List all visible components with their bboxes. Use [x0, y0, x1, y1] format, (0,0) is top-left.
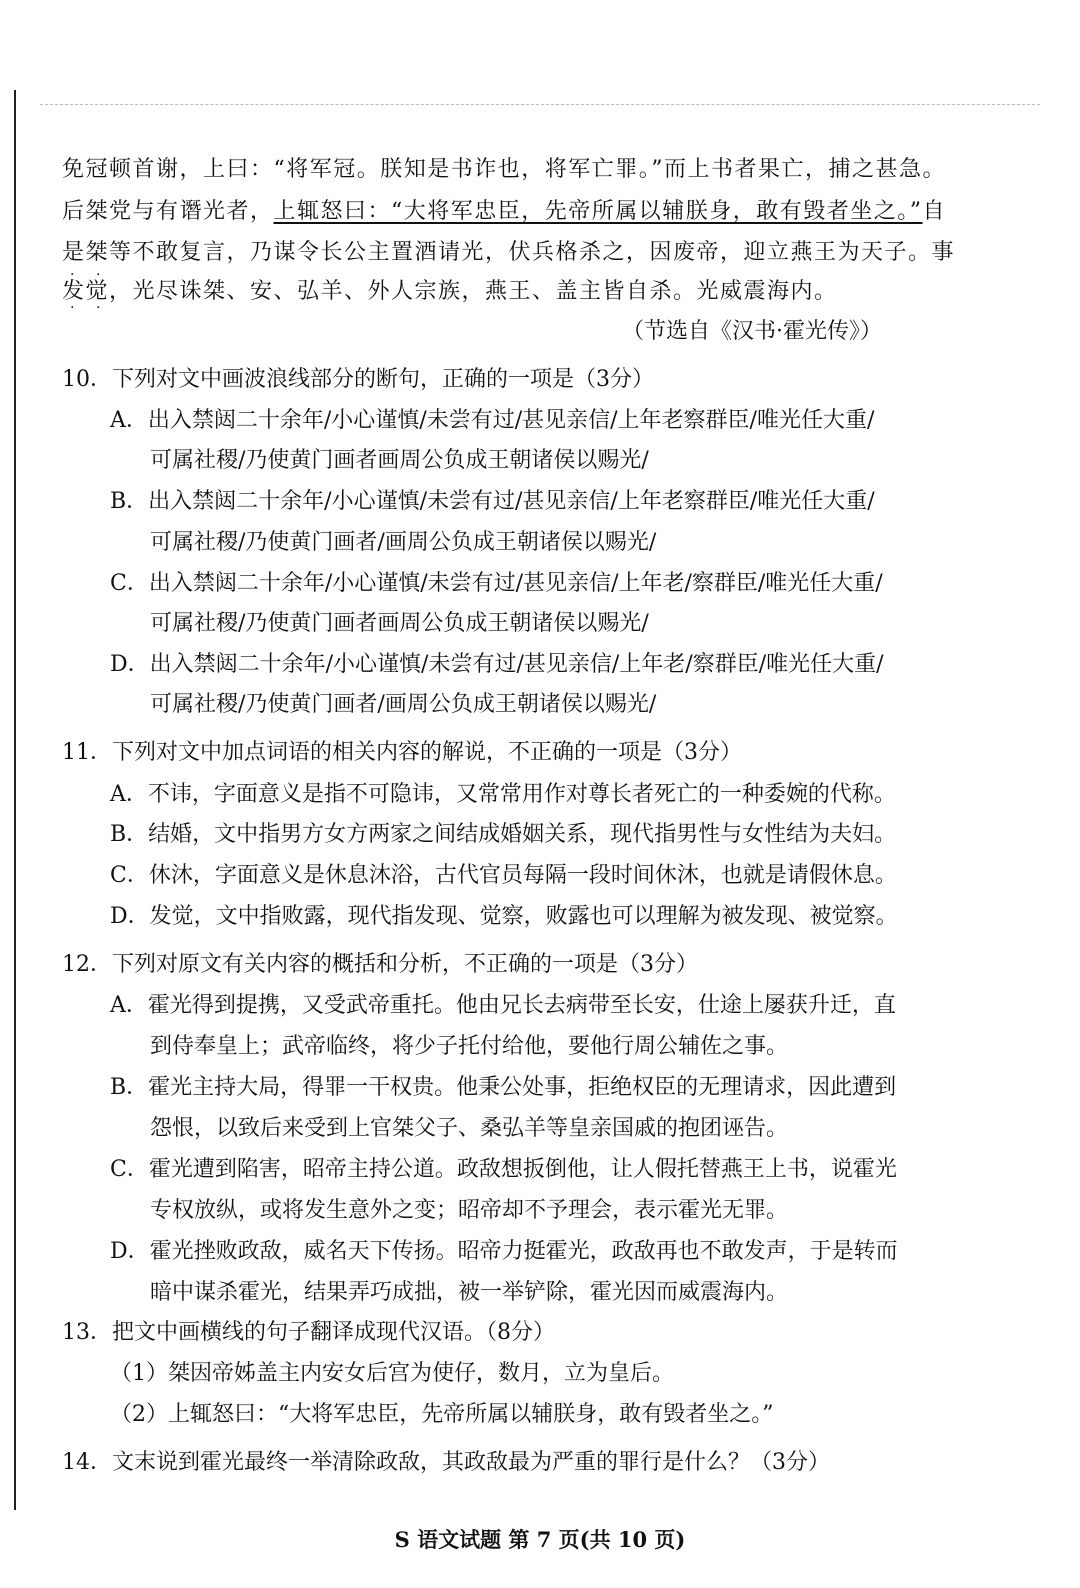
- question-11-stem: 11．下列对文中加点词语的相关内容的解说，不正确的一项是（3分）: [62, 740, 742, 765]
- question-12-stem: 12．下列对原文有关内容的概括和分析，不正确的一项是（3分）: [62, 952, 698, 977]
- question-11-option-d: D．发觉，文中指败露，现代指发现、觉察，败露也可以理解为被发现、被觉察。: [110, 904, 898, 929]
- page-footer: S 语文试题 第 7 页(共 10 页): [394, 1527, 686, 1552]
- question-12-option-a: A．霍光得到提携，又受武帝重托。他由兄长去病带至长安，仕途上屡获升迁，直: [110, 993, 896, 1018]
- emphasis-dot: ·: [96, 267, 101, 283]
- question-12-option-d: D．霍光挫败政敌，威名天下传扬。昭帝力挺霍光，政敌再也不敢发声，于是转而: [110, 1239, 898, 1264]
- question-13-sentence-1: （1）桀因帝姊盖主内安女后宫为使仔，数月，立为皇后。: [110, 1361, 674, 1386]
- emphasis-dot: ·: [70, 267, 75, 283]
- passage-line-2: [62, 197, 946, 227]
- question-12-option-a-cont: 到侍奉皇上；武帝临终，将少子托付给他，要他行周公辅佐之事。: [150, 1034, 789, 1059]
- question-12-option-c: C．霍光遭到陷害，昭帝主持公道。政敌想扳倒他，让人假托替燕王上书，说霍光: [110, 1157, 897, 1182]
- page-left-border: [14, 90, 16, 1510]
- question-10-option-a: A．出入禁闼二十余年/小心谨慎/未尝有过/甚见亲信/上年老察群臣/唯光任大重/: [110, 408, 875, 433]
- passage-source: （节选自《汉书·霍光传》）: [622, 319, 882, 344]
- passage-line-2-end: 自: [922, 199, 947, 224]
- question-12-option-b-cont: 怨恨，以致后来受到上官桀父子、桑弘羊等皇亲国戚的抱团诬告。: [150, 1116, 789, 1141]
- question-10-option-d: D．出入禁闼二十余年/小心谨慎/未尝有过/甚见亲信/上年老/察群臣/唯光任大重/: [110, 652, 884, 677]
- passage-line-4: 发觉，光尽诛桀、安、弘羊、外人宗族，燕王、盖主皆自杀。光威震海内。: [62, 279, 838, 304]
- passage-line-3: 是桀等不敢复言，乃谋令长公主置酒请光，伏兵格杀之，因废帝，迎立燕王为天子。事: [62, 240, 956, 265]
- question-12-option-d-cont: 暗中谋杀霍光，结果弄巧成拙，被一举铲除，霍光因而威震海内。: [150, 1280, 789, 1305]
- question-13-sentence-2: （2）上辄怒曰：“大将军忠臣，先帝所属以辅朕身，敢有毁者坐之。”: [110, 1402, 774, 1427]
- question-10-option-c: C．出入禁闼二十余年/小心谨慎/未尝有过/甚见亲信/上年老/察群臣/唯光任大重/: [110, 571, 883, 596]
- question-10-option-c-cont: 可属社稷/乃使黄门画者画周公负成王朝诸侯以赐光/: [150, 611, 649, 636]
- question-13-stem: 13．把文中画横线的句子翻译成现代汉语。（8分）: [62, 1320, 555, 1345]
- question-12-option-c-cont: 专权放纵，或将发生意外之变；昭帝却不予理会，表示霍光无罪。: [150, 1198, 789, 1223]
- page-top-divider: [40, 104, 1040, 105]
- question-10-option-d-cont: 可属社稷/乃使黄门画者/画周公负成王朝诸侯以赐光/: [150, 692, 657, 717]
- question-10-option-a-cont: 可属社稷/乃使黄门画者画周公负成王朝诸侯以赐光/: [150, 448, 649, 473]
- question-10-option-b-cont: 可属社稷/乃使黄门画者/画周公负成王朝诸侯以赐光/: [150, 530, 657, 555]
- question-14-stem: 14．文末说到霍光最终一举清除政敌，其政敌最为严重的罪行是什么？（3分）: [62, 1450, 830, 1475]
- passage-line-2-start: 后桀党与有谮光者，: [62, 199, 274, 224]
- emphasis-dot: ·: [70, 300, 75, 316]
- question-11-option-b: B．结婚，文中指男方女方两家之间结成婚姻关系，现代指男性与女性结为夫妇。: [110, 822, 897, 847]
- question-11-option-c: C．休沐，字面意义是休息沐浴，古代官员每隔一段时间休沐，也就是请假休息。: [110, 863, 897, 888]
- question-10-option-b: B．出入禁闼二十余年/小心谨慎/未尝有过/甚见亲信/上年老察群臣/唯光任大重/: [110, 489, 875, 514]
- emphasis-dot: ·: [96, 300, 101, 316]
- question-11-option-a: A．不讳，字面意义是指不可隐讳，又常常用作对尊长者死亡的一种委婉的代称。: [110, 782, 896, 807]
- question-10-stem: 10．下列对文中画波浪线部分的断句，正确的一项是（3分）: [62, 367, 654, 392]
- underlined-sentence: 上辄怒曰：“大将军忠臣，先帝所属以辅朕身，敢有毁者坐之。”: [273, 199, 923, 224]
- passage-line-1: 免冠顿首谢，上曰：“将军冠。朕知是书诈也，将军亡罪。”而上书者果亡，捕之甚急。: [62, 157, 946, 182]
- question-12-option-b: B．霍光主持大局，得罪一干权贵。他秉公处事，拒绝权臣的无理请求，因此遭到: [110, 1075, 897, 1100]
